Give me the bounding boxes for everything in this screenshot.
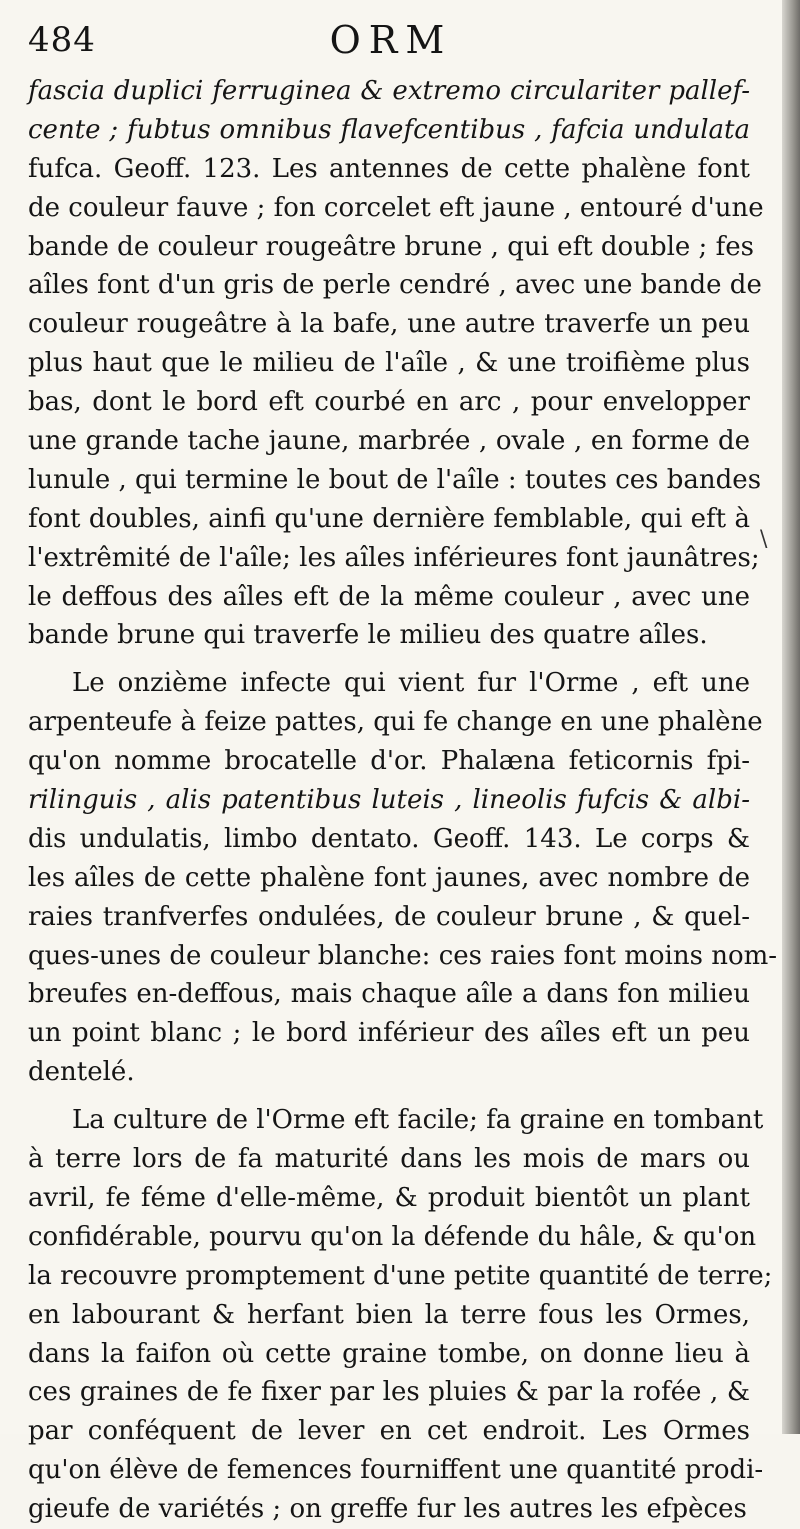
book-gutter-edge	[782, 0, 800, 1434]
text-line: raies tranfverfes ondulées, de couleur brune , & quel-	[28, 901, 750, 932]
text-line: aîles font d'un gris de perle cendré , avec une bande de	[28, 270, 762, 301]
text-line: La culture de l'Orme eft facile; fa graine en tombant	[72, 1105, 764, 1136]
text-line: qu'on élève de femences fourniffent une quantité prodi-	[28, 1455, 764, 1486]
paragraph	[28, 664, 778, 1092]
text-line: une grande tache jaune, marbrée , ovale , en forme de	[28, 426, 750, 457]
text-line: bande brune qui traverfe le milieu des quatre aîles.	[28, 620, 708, 651]
text-line: ques-unes de couleur blanche: ces raies font moins nom-	[28, 940, 778, 971]
body-text	[28, 72, 778, 1529]
text-line: couleur rougeâtre à la bafe, une autre traverfe un peu	[28, 309, 750, 340]
margin-mark: \	[760, 527, 768, 552]
text-line: Le onzième infecte qui vient fur l'Orme , eft une	[72, 668, 750, 699]
text-line: de couleur fauve ; fon corcelet eft jaune , entouré d'une	[28, 192, 764, 223]
text-line: bas, dont le bord eft courbé en arc , pour envelopper	[28, 387, 750, 418]
page-header	[0, 14, 782, 64]
text-line: gieufe de variétés ; on greffe fur les autres les efpèces	[28, 1494, 747, 1525]
page-number: 484	[28, 20, 96, 60]
text-line: les aîles de cette phalène font jaunes, avec nombre de	[28, 862, 750, 893]
running-head: ORM	[329, 18, 453, 62]
text-line: dentelé.	[28, 1057, 135, 1088]
text-line: dans la faifon où cette graine tombe, on donne lieu à	[28, 1338, 750, 1369]
text-line: plus haut que le milieu de l'aîle , & une troifième plus	[28, 348, 750, 379]
text-line: ces graines de fe fixer par les pluies & par la rofée , &	[28, 1377, 750, 1408]
text-line: cente ; fubtus omnibus flavefcentibus , fafcia undulata	[28, 114, 750, 145]
text-line: rilinguis , alis patentibus luteis , lineolis fufcis & albi-	[28, 785, 750, 816]
paragraph	[28, 72, 764, 655]
text-line: fufca. Geoff. 123. Les antennes de cette phalène font	[28, 153, 750, 184]
text-line: breufes en-deffous, mais chaque aîle a dans fon milieu	[28, 979, 750, 1010]
text-line: fascia duplici ferruginea & extremo circulariter pallef-	[28, 76, 750, 106]
text-line: arpenteufe à feize pattes, qui fe change en une phalène	[28, 707, 763, 738]
paragraph	[28, 1101, 773, 1529]
text-line: lunule , qui termine le bout de l'aîle : toutes ces bandes	[28, 464, 762, 495]
text-line: par conféquent de lever en cet endroit. Les Ormes	[28, 1416, 750, 1447]
text-line: la recouvre promptement d'une petite quantité de terre;	[28, 1260, 773, 1291]
text-line: l'extrêmité de l'aîle; les aîles inférieures font jaunâtres;	[28, 542, 760, 573]
text-line: confidérable, pourvu qu'on la défende du hâle, & qu'on	[28, 1221, 757, 1252]
text-line: dis undulatis, limbo dentato. Geoff. 143. Le corps &	[28, 823, 750, 854]
text-line: en labourant & herfant bien la terre fous les Ormes,	[28, 1299, 750, 1330]
text-line: qu'on nomme brocatelle d'or. Phalæna feticornis fpi-	[28, 746, 750, 777]
text-line: font doubles, ainfi qu'une dernière femblable, qui eft à	[28, 503, 750, 534]
text-line: à terre lors de fa maturité dans les mois de mars ou	[28, 1144, 750, 1175]
text-line: le deffous des aîles eft de la même couleur , avec une	[28, 581, 750, 612]
text-line: un point blanc ; le bord inférieur des aîles eft un peu	[28, 1018, 750, 1049]
text-line: avril, fe féme d'elle-même, & produit bientôt un plant	[28, 1182, 750, 1213]
text-line: bande de couleur rougeâtre brune , qui eft double ; fes	[28, 231, 754, 262]
